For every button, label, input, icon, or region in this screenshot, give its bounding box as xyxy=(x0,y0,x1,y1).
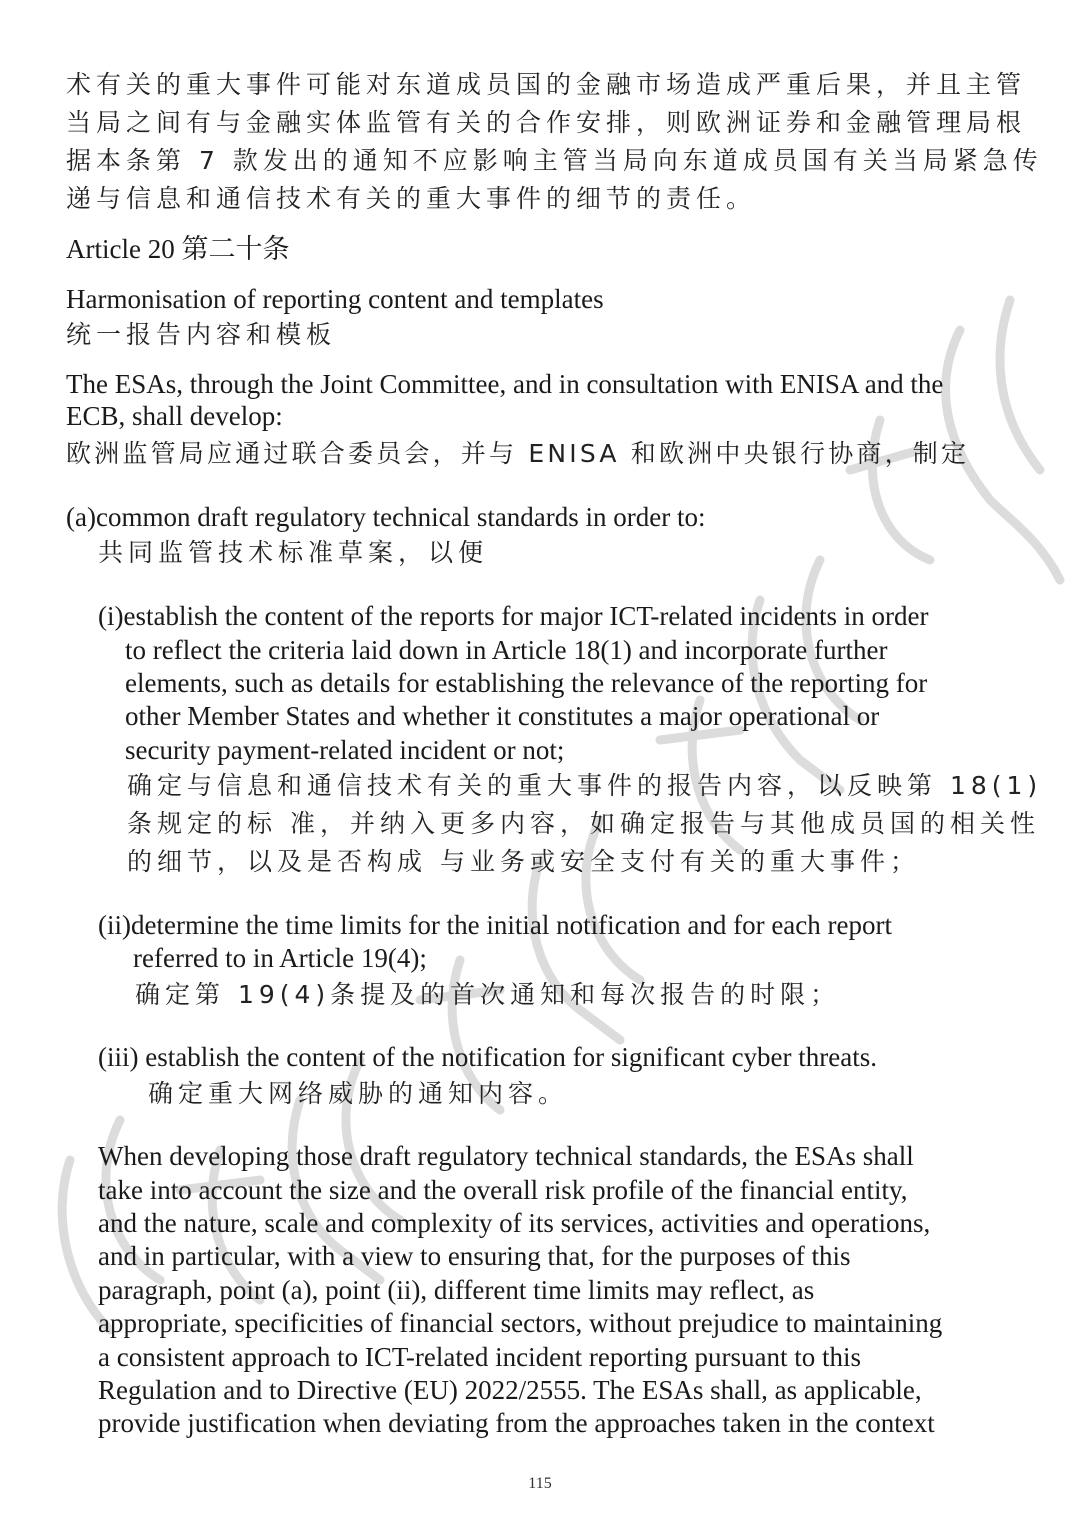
point-i-en-line-1: (i)establish the content of the reports for major ICT-related incidents in order xyxy=(98,601,929,631)
point-iii-en: (iii) establish the content of the notification for significant cyber threats. xyxy=(98,1042,878,1072)
page-number: 115 xyxy=(528,1475,552,1492)
intro-cn-line-2: 当局之间有与金融实体监管有关的合作安排，则欧洲证券和金融管理局根 xyxy=(66,108,1027,137)
closing-en-line-6: appropriate, specificities of financial sectors, without prejudice to maintaining xyxy=(98,1308,943,1338)
intro-cn-line-3: 据本条第 7 款发出的通知不应影响主管当局向东道成员国有关当局紧急传 xyxy=(66,146,1043,175)
closing-en-line-4: and in particular, with a view to ensuring that, for the purposes of this xyxy=(98,1241,851,1271)
esas-cn: 欧洲监管局应通过联合委员会，并与 ENISA 和欧洲中央银行协商，制定 xyxy=(66,439,970,468)
closing-en-line-3: and the nature, scale and complexity of its services, activities and operations, xyxy=(98,1208,931,1238)
section-title-cn: 统一报告内容和模板 xyxy=(66,320,337,349)
point-i-en-line-5: security payment-related incident or not; xyxy=(125,735,565,765)
point-a-en: (a)common draft regulatory technical standards in order to: xyxy=(66,502,706,532)
point-i-cn-line-1: 确定与信息和通信技术有关的重大事件的报告内容，以反映第 18(1) xyxy=(127,771,1043,800)
point-iii-cn: 确定重大网络威胁的通知内容。 xyxy=(148,1079,569,1108)
intro-cn-line-4: 递与信息和通信技术有关的重大事件的细节的责任。 xyxy=(66,184,757,213)
closing-en-line-8: Regulation and to Directive (EU) 2022/2555. The ESAs shall, as applicable, xyxy=(98,1375,922,1405)
closing-en-line-7: a consistent approach to ICT-related incident reporting pursuant to this xyxy=(98,1342,862,1372)
closing-en-line-2: take into account the size and the overall risk profile of the financial entity, xyxy=(98,1175,908,1205)
esas-en-line-2: ECB, shall develop: xyxy=(66,401,283,431)
point-i-en-line-4: other Member States and whether it constitutes a major operational or xyxy=(125,701,880,731)
point-ii-cn: 确定第 19(4)条提及的首次通知和每次报告的时限； xyxy=(135,980,841,1009)
point-a-cn: 共同监管技术标准草案，以便 xyxy=(98,538,489,567)
point-ii-en-line-2: referred to in Article 19(4); xyxy=(133,943,427,973)
point-i-en-line-2: to reflect the criteria laid down in Article 18(1) and incorporate further xyxy=(125,635,888,665)
closing-en-line-5: paragraph, point (a), point (ii), different time limits may reflect, as xyxy=(98,1275,815,1305)
closing-en-line-1: When developing those draft regulatory technical standards, the ESAs shall xyxy=(98,1141,914,1171)
article-heading: Article 20 第二十条 xyxy=(66,234,290,264)
point-i-en-line-3: elements, such as details for establishing the relevance of the reporting for xyxy=(125,668,928,698)
esas-en-line-1: The ESAs, through the Joint Committee, and in consultation with ENISA and the xyxy=(66,369,944,399)
point-i-cn-line-2: 条规定的标 准，并纳入更多内容，如确定报告与其他成员国的相关性 xyxy=(127,809,1040,838)
point-ii-en-line-1: (ii)determine the time limits for the initial notification and for each report xyxy=(98,910,892,940)
closing-en-line-9: provide justification when deviating from the approaches taken in the context xyxy=(98,1408,935,1438)
intro-cn-line-1: 术有关的重大事件可能对东道成员国的金融市场造成严重后果，并且主管 xyxy=(66,70,1027,99)
section-title-en: Harmonisation of reporting content and templates xyxy=(66,284,604,314)
point-i-cn-line-3: 的细节，以及是否构成 与业务或安全支付有关的重大事件； xyxy=(127,847,920,876)
